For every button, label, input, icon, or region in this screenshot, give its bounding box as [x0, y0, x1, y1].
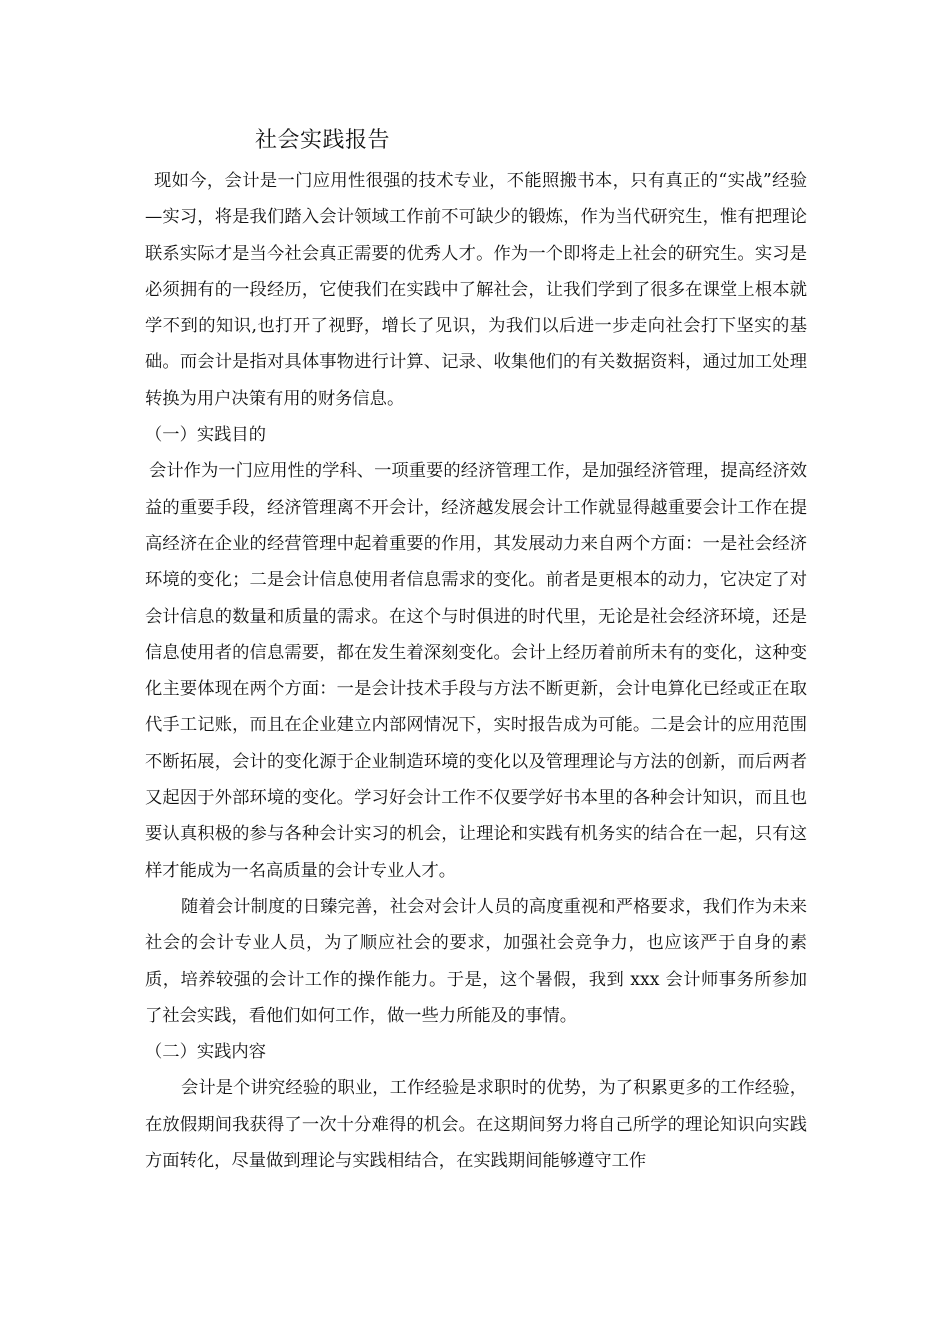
document-body: [145, 163, 807, 1179]
paragraph-intro: 现如今，会计是一门应用性很强的技术专业，不能照搬书本，只有真正的“实战”经验—实习，将是我们踏入会计领域工作前不可缺少的锻炼，作为当代研究生，惟有把理论联系实际才是当今社会真正需要的优秀人才。作为一个即将走上社会的研究生。实习是必须拥有的一段经历，它使我们在实践中了解社会，让我们学到了很多在课堂上根本就学不到的知识,也打开了视野，增长了见识，为我们以后进一步走向社会打下坚实的基础。而会计是指对具体事物进行计算、记录、收集他们的有关数据资料，通过加工处理转换为用户决策有用的财务信息。: [145, 171, 807, 409]
paragraph-purpose: 会计作为一门应用性的学科、一项重要的经济管理工作，是加强经济管理，提高经济效益的重要手段，经济管理离不开会计，经济越发展会计工作就显得越重要会计工作在提高经济在企业的经营管理中起着重要的作用，其发展动力来自两个方面：一是社会经济环境的变化；二是会计信息使用者信息需求的变化。前者是更根本的动力，它决定了对会计信息的数量和质量的需求。在这个与时俱进的时代里，无论是社会经济环境，还是信息使用者的信息需要，都在发生着深刻变化。会计上经历着前所未有的变化，这种变化主要体现在两个方面：一是会计技术手段与方法不断更新，会计电算化已经或正在取代手工记账，而且在企业建立内部网情况下，实时报告成为可能。二是会计的应用范围不断拓展，会计的变化源于企业制造环境的变化以及管理理论与方法的创新，而后两者又起因于外部环境的变化。学习好会计工作不仅要学好书本里的各种会计知识，而且也要认真积极的参与各种会计实习的机会，让理论和实践有机务实的结合在一起，只有这样才能成为一名高质量的会计专业人才。: [145, 461, 807, 881]
section-heading-content: （二）实践内容: [145, 1042, 266, 1063]
paragraph-content: 会计是个讲究经验的职业，工作经验是求职时的优势，为了积累更多的工作经验，在放假期间我获得了一次十分难得的机会。在这期间努力将自己所学的理论知识向实践方面转化，尽量做到理论与实践相结合，在实践期间能够遵守工作: [145, 1078, 807, 1172]
section-heading-purpose: （一）实践目的: [145, 425, 266, 446]
document-title: 社会实践报告: [255, 128, 391, 153]
paragraph-motivation: 随着会计制度的日臻完善，社会对会计人员的高度重视和严格要求，我们作为未来社会的会计专业人员，为了顺应社会的要求，加强社会竞争力，也应该严于自身的素质，培养较强的会计工作的操作能力。于是，这个暑假，我到 xxx 会计师事务所参加了社会实践，看他们如何工作，做一些力所能及的事情。: [145, 896, 807, 1026]
